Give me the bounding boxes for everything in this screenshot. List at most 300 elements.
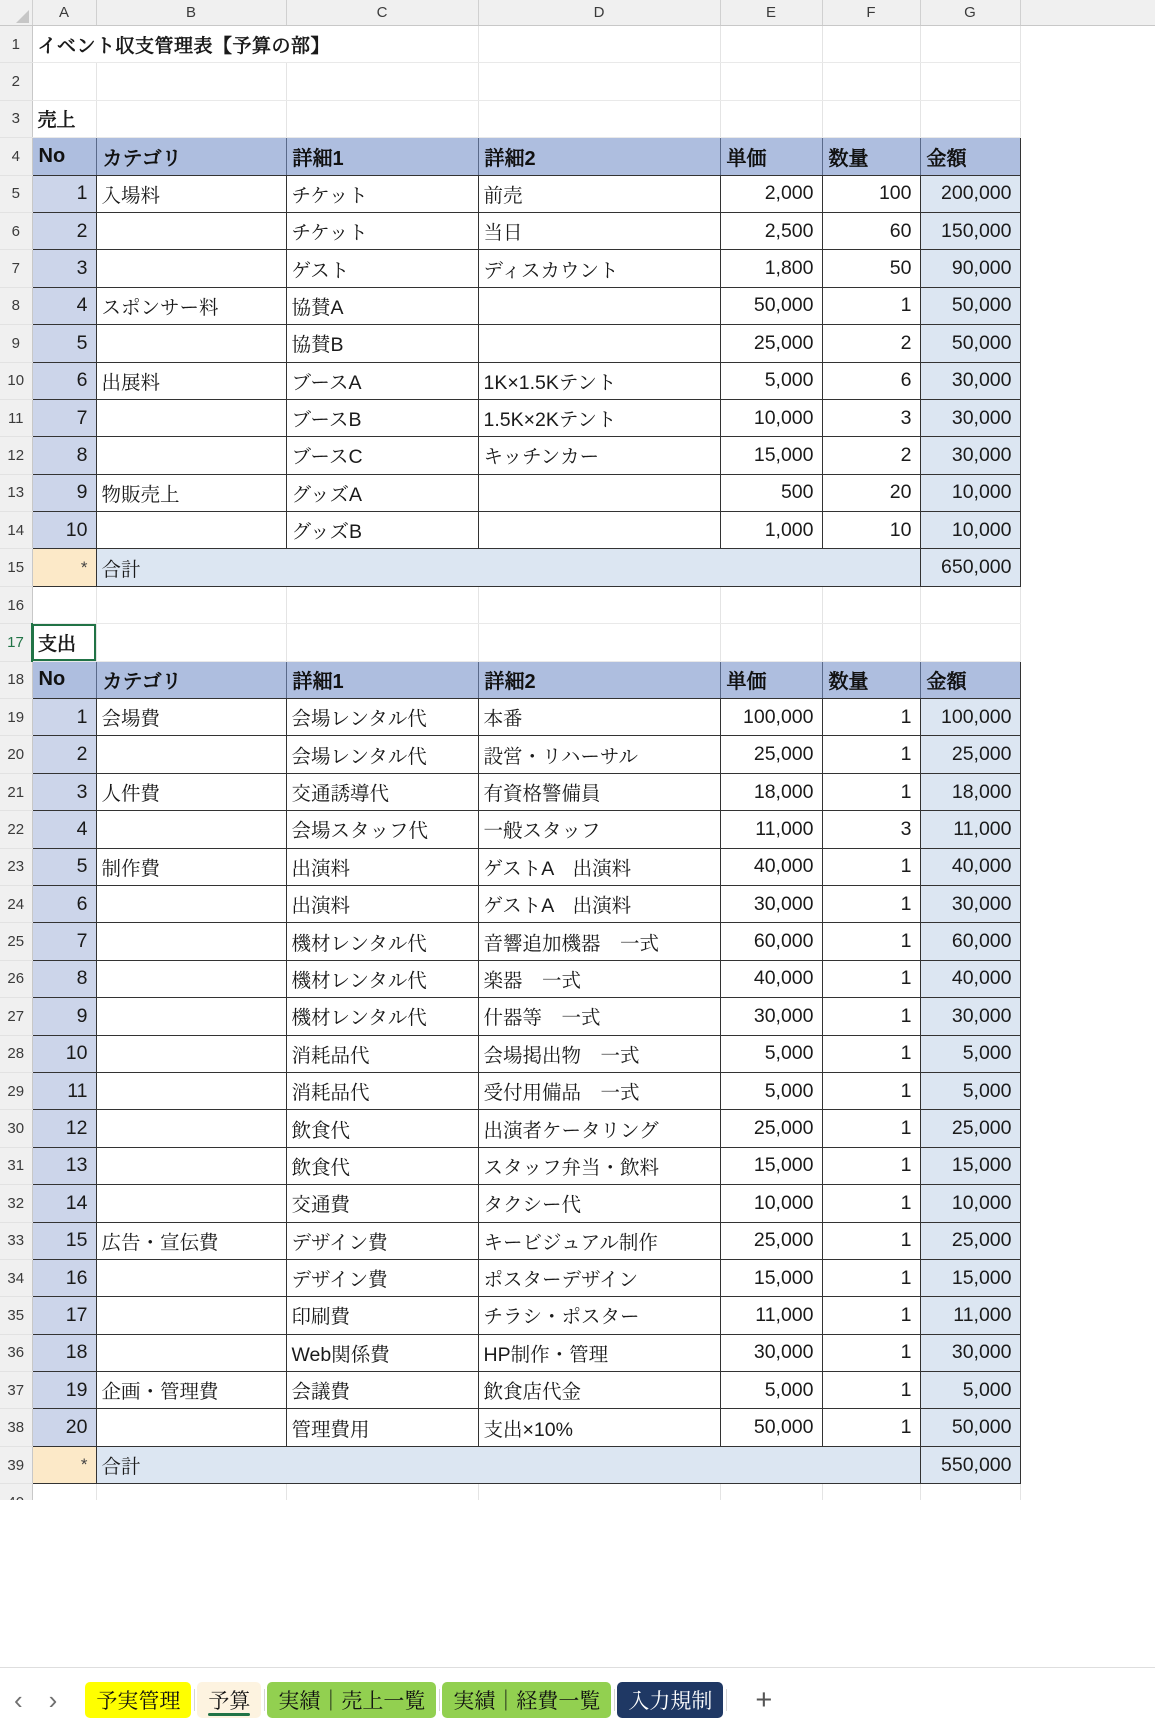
table-row[interactable] — [0, 474, 1155, 511]
cell-no[interactable]: 5 — [32, 848, 96, 885]
empty-row[interactable] — [0, 100, 1155, 137]
cell-detail1[interactable]: ブースB — [286, 399, 478, 436]
cell-unit-price[interactable]: 25,000 — [720, 1222, 822, 1259]
row-header-19[interactable]: 19 — [0, 699, 32, 736]
table-row[interactable] — [0, 250, 1155, 287]
cell-detail1[interactable]: 飲食代 — [286, 1147, 478, 1184]
cell-unit-price[interactable]: 5,000 — [720, 362, 822, 399]
sheet-tab-1[interactable] — [197, 1682, 261, 1718]
cell-detail1[interactable]: 消耗品代 — [286, 1035, 478, 1072]
table-row[interactable] — [0, 399, 1155, 436]
cell-empty[interactable] — [478, 26, 720, 63]
cell-total-amount[interactable]: 550,000 — [920, 1446, 1020, 1483]
cell-amount[interactable]: 50,000 — [920, 1409, 1020, 1446]
cell-amount[interactable]: 10,000 — [920, 1185, 1020, 1222]
cell-category[interactable] — [96, 1259, 286, 1296]
cell-category[interactable]: 入場料 — [96, 175, 286, 212]
cell-amount[interactable]: 11,000 — [920, 811, 1020, 848]
cell-detail1[interactable]: グッズB — [286, 512, 478, 549]
row-header-6[interactable]: 6 — [0, 212, 32, 249]
cell-detail2[interactable]: 受付用備品 一式 — [478, 1072, 720, 1109]
cell-detail1[interactable]: 会場レンタル代 — [286, 736, 478, 773]
cell-total-label[interactable]: 合計 — [96, 1446, 920, 1483]
cell-category[interactable] — [96, 1147, 286, 1184]
table-row[interactable] — [0, 325, 1155, 362]
header-detail1[interactable]: 詳細1 — [286, 138, 478, 175]
column-header-C[interactable]: C — [286, 0, 478, 26]
cell-detail1[interactable]: デザイン費 — [286, 1259, 478, 1296]
cell-amount[interactable]: 50,000 — [920, 325, 1020, 362]
row-header-3[interactable]: 3 — [0, 100, 32, 137]
cell-qty[interactable]: 20 — [822, 474, 920, 511]
cell-detail2[interactable] — [478, 325, 720, 362]
row-header-21[interactable]: 21 — [0, 773, 32, 810]
cell-unit-price[interactable]: 5,000 — [720, 1072, 822, 1109]
cell-empty[interactable] — [96, 100, 286, 137]
cell-no[interactable]: 9 — [32, 998, 96, 1035]
total-row[interactable] — [0, 549, 1155, 586]
cell-unit-price[interactable]: 15,000 — [720, 437, 822, 474]
cell-detail1[interactable]: チケット — [286, 175, 478, 212]
cell-total-label[interactable]: 合計 — [96, 549, 920, 586]
cell-detail1[interactable]: 出演料 — [286, 885, 478, 922]
column-header-F[interactable]: F — [822, 0, 920, 26]
cell-qty[interactable]: 1 — [822, 1222, 920, 1259]
next-sheet-icon[interactable]: › — [48, 1685, 58, 1715]
cell-amount[interactable]: 5,000 — [920, 1072, 1020, 1109]
cell-unit-price[interactable]: 10,000 — [720, 399, 822, 436]
cell-unit-price[interactable]: 1,800 — [720, 250, 822, 287]
table-row[interactable] — [0, 736, 1155, 773]
table-row[interactable] — [0, 811, 1155, 848]
cell-empty[interactable] — [920, 586, 1020, 623]
cell-qty[interactable]: 1 — [822, 848, 920, 885]
cell-category[interactable] — [96, 1185, 286, 1222]
cell-qty[interactable]: 3 — [822, 811, 920, 848]
cell-empty[interactable] — [822, 63, 920, 100]
cell-no[interactable]: 14 — [32, 1185, 96, 1222]
cell-qty[interactable]: 1 — [822, 1035, 920, 1072]
cell-category[interactable] — [96, 437, 286, 474]
cell-detail1[interactable]: 交通費 — [286, 1185, 478, 1222]
row-header-9[interactable]: 9 — [0, 325, 32, 362]
row-header-5[interactable]: 5 — [0, 175, 32, 212]
table-row[interactable] — [0, 998, 1155, 1035]
table-row[interactable] — [0, 923, 1155, 960]
row-header-25[interactable]: 25 — [0, 923, 32, 960]
cell-unit-price[interactable]: 30,000 — [720, 998, 822, 1035]
cell-empty[interactable] — [920, 26, 1020, 63]
cell-empty[interactable] — [96, 624, 286, 661]
cell-qty[interactable]: 2 — [822, 437, 920, 474]
cell-amount[interactable]: 30,000 — [920, 362, 1020, 399]
cell-detail2[interactable]: 一般スタッフ — [478, 811, 720, 848]
cell-detail1[interactable]: グッズA — [286, 474, 478, 511]
cell-amount[interactable]: 30,000 — [920, 885, 1020, 922]
header-amount[interactable]: 金額 — [920, 138, 1020, 175]
cell-unit-price[interactable]: 40,000 — [720, 960, 822, 997]
cell-category[interactable] — [96, 1072, 286, 1109]
cell-unit-price[interactable]: 2,000 — [720, 175, 822, 212]
cell-no[interactable]: 10 — [32, 512, 96, 549]
row-header-38[interactable]: 38 — [0, 1409, 32, 1446]
row-header-11[interactable]: 11 — [0, 399, 32, 436]
cell-unit-price[interactable]: 11,000 — [720, 811, 822, 848]
table-row[interactable] — [0, 1222, 1155, 1259]
cell-unit-price[interactable]: 30,000 — [720, 1334, 822, 1371]
cell-amount[interactable]: 15,000 — [920, 1259, 1020, 1296]
table-row[interactable] — [0, 212, 1155, 249]
table-row[interactable] — [0, 1185, 1155, 1222]
cell-no[interactable]: 12 — [32, 1110, 96, 1147]
table-row[interactable] — [0, 960, 1155, 997]
cell-detail2[interactable]: 有資格警備員 — [478, 773, 720, 810]
cell-no[interactable]: 1 — [32, 175, 96, 212]
table-row[interactable] — [0, 699, 1155, 736]
cell-unit-price[interactable]: 11,000 — [720, 1297, 822, 1334]
column-header-D[interactable]: D — [478, 0, 720, 26]
table-row[interactable] — [0, 1334, 1155, 1371]
cell-no[interactable]: 20 — [32, 1409, 96, 1446]
cell-detail1[interactable]: デザイン費 — [286, 1222, 478, 1259]
add-sheet-icon[interactable]: + — [755, 1683, 773, 1716]
cell-qty[interactable]: 1 — [822, 1334, 920, 1371]
cell-detail2[interactable]: ディスカウント — [478, 250, 720, 287]
cell-category[interactable]: 企画・管理費 — [96, 1372, 286, 1409]
header-amount[interactable]: 金額 — [920, 661, 1020, 698]
header-unit-price[interactable]: 単価 — [720, 661, 822, 698]
cell-detail1[interactable]: ゲスト — [286, 250, 478, 287]
cell-no[interactable]: 3 — [32, 250, 96, 287]
cell-category[interactable] — [96, 885, 286, 922]
cell-qty[interactable]: 50 — [822, 250, 920, 287]
cell-category[interactable] — [96, 998, 286, 1035]
empty-row[interactable] — [0, 624, 1155, 661]
cell-qty[interactable]: 1 — [822, 287, 920, 324]
cell-category[interactable]: 出展料 — [96, 362, 286, 399]
section-label-expenses[interactable]: 支出 — [32, 624, 96, 661]
cell-no[interactable]: 17 — [32, 1297, 96, 1334]
row-header-1[interactable]: 1 — [0, 26, 32, 63]
column-header-G[interactable]: G — [920, 0, 1020, 26]
cell-unit-price[interactable]: 50,000 — [720, 1409, 822, 1446]
row-header-36[interactable]: 36 — [0, 1334, 32, 1371]
cell-detail1[interactable]: 会場レンタル代 — [286, 699, 478, 736]
row-header-33[interactable]: 33 — [0, 1222, 32, 1259]
cell-unit-price[interactable]: 30,000 — [720, 885, 822, 922]
cell-detail1[interactable]: チケット — [286, 212, 478, 249]
cell-detail2[interactable] — [478, 474, 720, 511]
cell-qty[interactable]: 1 — [822, 1147, 920, 1184]
cell-unit-price[interactable]: 5,000 — [720, 1035, 822, 1072]
cell-category[interactable]: 制作費 — [96, 848, 286, 885]
cell-no[interactable]: 6 — [32, 362, 96, 399]
cell-unit-price[interactable]: 60,000 — [720, 923, 822, 960]
cell-amount[interactable]: 5,000 — [920, 1372, 1020, 1409]
cell-no[interactable]: 3 — [32, 773, 96, 810]
header-no[interactable]: No — [32, 138, 96, 175]
cell-empty[interactable] — [920, 63, 1020, 100]
column-header-B[interactable]: B — [96, 0, 286, 26]
cell-no[interactable]: 4 — [32, 287, 96, 324]
cell-amount[interactable]: 100,000 — [920, 699, 1020, 736]
cell-qty[interactable]: 1 — [822, 1259, 920, 1296]
cell-empty[interactable] — [720, 586, 822, 623]
cell-category[interactable] — [96, 811, 286, 848]
cell-empty[interactable] — [822, 586, 920, 623]
row-header-2[interactable]: 2 — [0, 63, 32, 100]
cell-detail1[interactable]: 協賛A — [286, 287, 478, 324]
cell-no[interactable]: 5 — [32, 325, 96, 362]
header-detail2[interactable]: 詳細2 — [478, 138, 720, 175]
cell-category[interactable] — [96, 325, 286, 362]
cell-empty[interactable] — [720, 26, 822, 63]
header-qty[interactable]: 数量 — [822, 138, 920, 175]
cell-empty[interactable] — [286, 586, 478, 623]
cell-category[interactable]: スポンサー料 — [96, 287, 286, 324]
cell-amount[interactable]: 200,000 — [920, 175, 1020, 212]
row-header-22[interactable]: 22 — [0, 811, 32, 848]
cell-qty[interactable]: 100 — [822, 175, 920, 212]
cell-detail2[interactable]: 本番 — [478, 699, 720, 736]
row-header-27[interactable]: 27 — [0, 998, 32, 1035]
cell-amount[interactable]: 10,000 — [920, 512, 1020, 549]
row-header-34[interactable]: 34 — [0, 1259, 32, 1296]
row-header-14[interactable]: 14 — [0, 512, 32, 549]
cell-no[interactable]: 9 — [32, 474, 96, 511]
cell-detail1[interactable]: 印刷費 — [286, 1297, 478, 1334]
cell-detail2[interactable]: 1.5K×2Kテント — [478, 399, 720, 436]
section-label-sales[interactable]: 売上 — [32, 100, 96, 137]
cell-empty[interactable] — [96, 586, 286, 623]
cell-unit-price[interactable]: 500 — [720, 474, 822, 511]
cell-unit-price[interactable]: 50,000 — [720, 287, 822, 324]
row-header-29[interactable]: 29 — [0, 1072, 32, 1109]
select-all-corner[interactable] — [0, 0, 32, 26]
cell-unit-price[interactable]: 10,000 — [720, 1185, 822, 1222]
cell-amount[interactable]: 40,000 — [920, 848, 1020, 885]
cell-unit-price[interactable]: 15,000 — [720, 1259, 822, 1296]
table-row[interactable] — [0, 1259, 1155, 1296]
row-header-17[interactable]: 17 — [0, 624, 32, 661]
row-header-28[interactable]: 28 — [0, 1035, 32, 1072]
sheet-tab-4[interactable] — [617, 1682, 723, 1718]
table-row[interactable] — [0, 848, 1155, 885]
cell-unit-price[interactable]: 100,000 — [720, 699, 822, 736]
header-unit-price[interactable]: 単価 — [720, 138, 822, 175]
cell-amount[interactable]: 11,000 — [920, 1297, 1020, 1334]
cell-empty[interactable] — [478, 624, 720, 661]
empty-row[interactable] — [0, 586, 1155, 623]
cell-detail1[interactable]: Web関係費 — [286, 1334, 478, 1371]
cell-amount[interactable]: 150,000 — [920, 212, 1020, 249]
cell-unit-price[interactable]: 2,500 — [720, 212, 822, 249]
cell-detail2[interactable]: タクシー代 — [478, 1185, 720, 1222]
cell-empty[interactable] — [478, 63, 720, 100]
cell-category[interactable] — [96, 1334, 286, 1371]
sheet-tab-3[interactable] — [442, 1682, 611, 1718]
header-category[interactable]: カテゴリ — [96, 138, 286, 175]
cell-no[interactable]: 16 — [32, 1259, 96, 1296]
cell-category[interactable] — [96, 960, 286, 997]
cell-detail2[interactable]: 前売 — [478, 175, 720, 212]
cell-unit-price[interactable]: 15,000 — [720, 1147, 822, 1184]
table-row[interactable] — [0, 885, 1155, 922]
cell-detail1[interactable]: 協賛B — [286, 325, 478, 362]
cell-no[interactable]: 8 — [32, 437, 96, 474]
header-qty[interactable]: 数量 — [822, 661, 920, 698]
cell-category[interactable] — [96, 212, 286, 249]
cell-detail2[interactable]: 出演者ケータリング — [478, 1110, 720, 1147]
cell-amount[interactable]: 40,000 — [920, 960, 1020, 997]
cell-detail2[interactable]: 設営・リハーサル — [478, 736, 720, 773]
cell-amount[interactable]: 25,000 — [920, 736, 1020, 773]
cell-detail2[interactable]: 什器等 一式 — [478, 998, 720, 1035]
cell-category[interactable]: 会場費 — [96, 699, 286, 736]
cell-total-marker[interactable]: * — [32, 549, 96, 586]
cell-unit-price[interactable]: 25,000 — [720, 325, 822, 362]
cell-no[interactable]: 7 — [32, 399, 96, 436]
row-header-16[interactable]: 16 — [0, 586, 32, 623]
cell-no[interactable]: 7 — [32, 923, 96, 960]
cell-detail2[interactable]: 支出×10% — [478, 1409, 720, 1446]
table-row[interactable] — [0, 512, 1155, 549]
cell-qty[interactable]: 1 — [822, 960, 920, 997]
cell-detail2[interactable]: HP制作・管理 — [478, 1334, 720, 1371]
row-header-39[interactable]: 39 — [0, 1446, 32, 1483]
cell-no[interactable]: 6 — [32, 885, 96, 922]
cell-qty[interactable]: 1 — [822, 923, 920, 960]
cell-category[interactable] — [96, 399, 286, 436]
cell-no[interactable]: 19 — [32, 1372, 96, 1409]
table-row[interactable] — [0, 1297, 1155, 1334]
cell-empty[interactable] — [32, 586, 96, 623]
sheet-tab-0[interactable] — [85, 1682, 191, 1718]
cell-category[interactable]: 物販売上 — [96, 474, 286, 511]
empty-row[interactable] — [0, 63, 1155, 100]
cell-qty[interactable]: 1 — [822, 1409, 920, 1446]
cell-detail2[interactable]: ゲストA 出演料 — [478, 848, 720, 885]
header-detail1[interactable]: 詳細1 — [286, 661, 478, 698]
cell-category[interactable] — [96, 1409, 286, 1446]
cell-qty[interactable]: 1 — [822, 699, 920, 736]
cell-qty[interactable]: 60 — [822, 212, 920, 249]
row-header-32[interactable]: 32 — [0, 1185, 32, 1222]
table-row[interactable] — [0, 175, 1155, 212]
cell-empty[interactable] — [286, 100, 478, 137]
header-category[interactable]: カテゴリ — [96, 661, 286, 698]
cell-detail1[interactable]: 消耗品代 — [286, 1072, 478, 1109]
table-row[interactable] — [0, 1110, 1155, 1147]
cell-detail1[interactable]: 管理費用 — [286, 1409, 478, 1446]
cell-empty[interactable] — [32, 63, 96, 100]
cell-amount[interactable]: 10,000 — [920, 474, 1020, 511]
cell-category[interactable] — [96, 1035, 286, 1072]
table-row[interactable] — [0, 1409, 1155, 1446]
cell-qty[interactable]: 10 — [822, 512, 920, 549]
table-row[interactable] — [0, 1072, 1155, 1109]
cell-category[interactable]: 人件費 — [96, 773, 286, 810]
cell-amount[interactable]: 60,000 — [920, 923, 1020, 960]
cell-detail2[interactable]: 会場掲出物 一式 — [478, 1035, 720, 1072]
cell-no[interactable]: 11 — [32, 1072, 96, 1109]
cell-empty[interactable] — [720, 100, 822, 137]
table-row[interactable] — [0, 1147, 1155, 1184]
cell-unit-price[interactable]: 40,000 — [720, 848, 822, 885]
cell-unit-price[interactable]: 5,000 — [720, 1372, 822, 1409]
cell-amount[interactable]: 5,000 — [920, 1035, 1020, 1072]
header-no[interactable]: No — [32, 661, 96, 698]
cell-total-marker[interactable]: * — [32, 1446, 96, 1483]
cell-unit-price[interactable]: 25,000 — [720, 736, 822, 773]
cell-detail1[interactable]: 会場スタッフ代 — [286, 811, 478, 848]
cell-detail1[interactable]: 会議費 — [286, 1372, 478, 1409]
cell-detail2[interactable]: キッチンカー — [478, 437, 720, 474]
cell-no[interactable]: 2 — [32, 736, 96, 773]
cell-empty[interactable] — [286, 63, 478, 100]
row-header-12[interactable]: 12 — [0, 437, 32, 474]
row-header-10[interactable]: 10 — [0, 362, 32, 399]
cell-qty[interactable]: 1 — [822, 1372, 920, 1409]
cell-amount[interactable]: 90,000 — [920, 250, 1020, 287]
cell-detail1[interactable]: 機材レンタル代 — [286, 960, 478, 997]
cell-category[interactable] — [96, 1297, 286, 1334]
cell-category[interactable]: 広告・宣伝費 — [96, 1222, 286, 1259]
row-header-35[interactable]: 35 — [0, 1297, 32, 1334]
header-detail2[interactable]: 詳細2 — [478, 661, 720, 698]
cell-qty[interactable]: 1 — [822, 736, 920, 773]
cell-qty[interactable]: 1 — [822, 773, 920, 810]
cell-empty[interactable] — [822, 26, 920, 63]
cell-no[interactable]: 1 — [32, 699, 96, 736]
cell-detail1[interactable]: ブースA — [286, 362, 478, 399]
cell-amount[interactable]: 30,000 — [920, 399, 1020, 436]
cell-empty[interactable] — [286, 624, 478, 661]
cell-qty[interactable]: 1 — [822, 1297, 920, 1334]
cell-detail2[interactable] — [478, 287, 720, 324]
prev-sheet-icon[interactable]: ‹ — [14, 1685, 23, 1715]
table-row[interactable] — [0, 773, 1155, 810]
cell-no[interactable]: 8 — [32, 960, 96, 997]
row-header-30[interactable]: 30 — [0, 1110, 32, 1147]
cell-unit-price[interactable]: 18,000 — [720, 773, 822, 810]
cell-no[interactable]: 4 — [32, 811, 96, 848]
cell-detail2[interactable] — [478, 512, 720, 549]
table-row[interactable] — [0, 362, 1155, 399]
row-header-31[interactable]: 31 — [0, 1147, 32, 1184]
cell-detail1[interactable]: 飲食代 — [286, 1110, 478, 1147]
cell-qty[interactable]: 3 — [822, 399, 920, 436]
cell-detail1[interactable]: 機材レンタル代 — [286, 998, 478, 1035]
cell-empty[interactable] — [920, 624, 1020, 661]
cell-total-amount[interactable]: 650,000 — [920, 549, 1020, 586]
row-header-13[interactable]: 13 — [0, 474, 32, 511]
cell-empty[interactable] — [720, 624, 822, 661]
cell-empty[interactable] — [720, 63, 822, 100]
column-header-E[interactable]: E — [720, 0, 822, 26]
cell-detail2[interactable]: 1K×1.5Kテント — [478, 362, 720, 399]
cell-category[interactable] — [96, 923, 286, 960]
row-header-4[interactable]: 4 — [0, 138, 32, 175]
cell-empty[interactable] — [822, 100, 920, 137]
cell-unit-price[interactable]: 25,000 — [720, 1110, 822, 1147]
cell-amount[interactable]: 30,000 — [920, 998, 1020, 1035]
cell-empty[interactable] — [822, 624, 920, 661]
cell-qty[interactable]: 2 — [822, 325, 920, 362]
row-header-20[interactable]: 20 — [0, 736, 32, 773]
cell-detail2[interactable]: ポスターデザイン — [478, 1259, 720, 1296]
cell-empty[interactable] — [96, 63, 286, 100]
